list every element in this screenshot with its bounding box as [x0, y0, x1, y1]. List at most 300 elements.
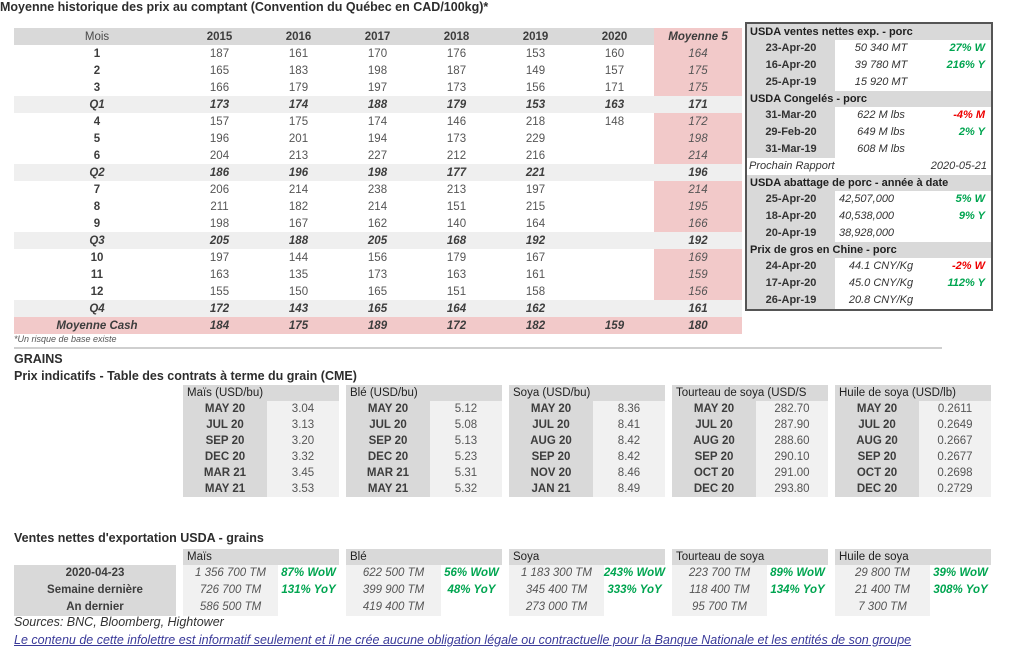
cell — [575, 215, 654, 232]
cell: 150 — [288, 285, 309, 298]
cell: 198 — [209, 217, 230, 230]
export-row-label: Semaine dernière — [14, 582, 176, 599]
contract-month: MAY 21 — [346, 481, 430, 497]
avg-cell: 180 — [654, 317, 742, 334]
futures-row — [346, 417, 502, 433]
usda-data-row — [747, 258, 991, 275]
export-row — [346, 599, 502, 616]
futures-row — [509, 401, 665, 417]
cell: 173 — [446, 81, 467, 94]
report-date: 24-Apr-20 — [747, 258, 835, 275]
export-sales-title: Ventes nettes d'exportation USDA - grains — [14, 531, 264, 545]
cell — [575, 198, 654, 215]
export-percent-change — [604, 599, 665, 616]
cell — [575, 266, 654, 283]
table-row — [14, 181, 742, 198]
cell: 156 — [525, 81, 546, 94]
export-row — [183, 582, 339, 599]
export-volume: 21 400 TM — [835, 582, 930, 599]
spot-column-header: Mois — [14, 28, 180, 45]
futures-row — [672, 401, 828, 417]
usda-data-row — [747, 57, 991, 74]
page-title: Moyenne historique des prix au comptant (Convention du Québec en CAD/100kg)* — [0, 0, 489, 14]
row-label: 4 — [93, 115, 101, 128]
export-row — [672, 565, 828, 582]
export-row — [183, 565, 339, 582]
cell: 167 — [525, 251, 546, 264]
export-row-label: An dernier — [14, 599, 176, 616]
futures-group — [346, 385, 502, 497]
contract-month: JAN 21 — [509, 481, 593, 497]
cell: 216 — [525, 149, 546, 162]
contract-price: 8.49 — [593, 481, 665, 497]
cell: 157 — [209, 115, 230, 128]
contract-month: MAR 21 — [346, 465, 430, 481]
report-value: 608 M lbs — [857, 143, 905, 155]
cell: 186 — [180, 164, 259, 181]
cell: 213 — [446, 183, 467, 196]
base-risk-footnote: *Un risque de base existe — [14, 334, 117, 344]
disclaimer-link[interactable]: Le contenu de cette infolettre est informatif seulement et il ne crée aucune obligation légale ou contractuelle pour la Banque Nationale et les entités de son groupe — [14, 633, 912, 647]
export-label-column — [14, 549, 176, 616]
futures-table-title: Prix indicatifs - Table des contrats à terme du grain (CME) — [14, 369, 357, 383]
contract-month: AUG 20 — [509, 433, 593, 449]
cell — [575, 181, 654, 198]
export-percent-change: 56% WoW — [444, 567, 499, 579]
contract-price: 3.32 — [267, 449, 339, 465]
export-group-header: Soya — [509, 549, 665, 565]
contract-month: OCT 20 — [835, 465, 919, 481]
cell: 179 — [417, 96, 496, 113]
report-date: 20-Apr-19 — [747, 225, 835, 242]
row-label: 7 — [93, 183, 101, 196]
cell: 161 — [288, 47, 309, 60]
export-volume: 1 183 300 TM — [509, 565, 604, 582]
cell: 196 — [209, 132, 230, 145]
cell — [575, 249, 654, 266]
row-label: 11 — [90, 268, 104, 281]
export-group — [183, 549, 339, 616]
cell: 197 — [209, 251, 230, 264]
table-row — [14, 300, 742, 317]
contract-price: 287.90 — [756, 417, 828, 433]
futures-row — [672, 433, 828, 449]
cell: 214 — [367, 200, 388, 213]
table-row — [14, 232, 742, 249]
export-percent-change: 89% WoW — [770, 567, 825, 579]
percent-change: -2% W — [952, 260, 985, 272]
spot-column-header: 2016 — [259, 28, 338, 45]
cell: 204 — [209, 149, 230, 162]
cell: 188 — [259, 232, 338, 249]
export-group-header: Maïs — [183, 549, 339, 565]
contract-price: 291.00 — [756, 465, 828, 481]
contract-month: MAY 20 — [835, 401, 919, 417]
contract-month: MAR 21 — [183, 465, 267, 481]
percent-change: 5% W — [955, 193, 985, 205]
cell: 153 — [496, 96, 575, 113]
export-volume: 399 900 TM — [346, 582, 441, 599]
export-percent-change: 134% YoY — [770, 584, 825, 596]
cell — [575, 283, 654, 300]
contract-month: JUL 20 — [183, 417, 267, 433]
report-value: 649 M lbs — [857, 126, 905, 138]
report-value: 44.1 CNY/Kg — [848, 260, 914, 272]
futures-group-header: Soya (USD/bu) — [509, 385, 665, 401]
cell: 163 — [575, 96, 654, 113]
avg-cell: 166 — [654, 215, 742, 232]
cell: 146 — [446, 115, 467, 128]
report-date: 25-Apr-20 — [747, 191, 835, 208]
usda-data-row — [747, 124, 991, 141]
report-date: 29-Feb-20 — [747, 124, 835, 141]
cell: 198 — [367, 64, 388, 77]
contract-price: 3.53 — [267, 481, 339, 497]
cell: 165 — [338, 300, 417, 317]
usda-data-row — [747, 208, 991, 225]
table-row — [14, 147, 742, 164]
table-row — [14, 249, 742, 266]
cell: 153 — [525, 47, 546, 60]
cell: 194 — [367, 132, 388, 145]
cell: 187 — [446, 64, 467, 77]
futures-row — [346, 449, 502, 465]
percent-change: 2% Y — [958, 126, 985, 138]
contract-price: 5.31 — [430, 465, 502, 481]
contract-month: JUL 20 — [672, 417, 756, 433]
usda-section-header: Prix de gros en Chine - porc — [747, 242, 991, 258]
cell: 164 — [525, 217, 546, 230]
avg-cell: 172 — [654, 113, 742, 130]
export-volume: 118 400 TM — [672, 582, 767, 599]
futures-row — [672, 481, 828, 497]
contract-price: 0.2729 — [919, 481, 991, 497]
cell: 206 — [209, 183, 230, 196]
cell: 173 — [446, 132, 467, 145]
avg-cell: 214 — [654, 147, 742, 164]
cell: 192 — [496, 232, 575, 249]
percent-change: 27% W — [949, 42, 985, 54]
contract-price: 8.42 — [593, 449, 665, 465]
spot-column-header: 2017 — [338, 28, 417, 45]
futures-group-header: Huile de soya (USD/lb) — [835, 385, 991, 401]
futures-group-header: Blé (USD/bu) — [346, 385, 502, 401]
contract-month: AUG 20 — [672, 433, 756, 449]
export-row — [183, 599, 339, 616]
spot-column-header: Moyenne 5 — [654, 28, 742, 45]
cell: 160 — [604, 47, 625, 60]
cell: 197 — [525, 183, 546, 196]
report-date: 18-Apr-20 — [747, 208, 835, 225]
avg-cell: 192 — [654, 232, 742, 249]
usda-section-header: USDA abattage de porc - année à date — [747, 175, 991, 191]
export-row — [509, 565, 665, 582]
contract-price: 282.70 — [756, 401, 828, 417]
row-label: 1 — [93, 47, 101, 60]
contract-price: 5.12 — [430, 401, 502, 417]
futures-row — [672, 465, 828, 481]
export-row — [672, 582, 828, 599]
export-percent-change: 48% YoY — [447, 584, 496, 596]
export-percent-change — [767, 599, 828, 616]
cell: 213 — [288, 149, 309, 162]
table-row — [14, 198, 742, 215]
cell: 179 — [288, 81, 309, 94]
row-label: 2 — [93, 64, 101, 77]
contract-month: MAY 20 — [672, 401, 756, 417]
contract-month: AUG 20 — [835, 433, 919, 449]
futures-group — [183, 385, 339, 497]
export-group-header: Tourteau de soya — [672, 549, 828, 565]
report-date: 17-Apr-20 — [747, 275, 835, 292]
futures-group — [509, 385, 665, 497]
contract-price: 288.60 — [756, 433, 828, 449]
futures-row — [183, 417, 339, 433]
percent-change — [927, 74, 991, 91]
cell: 149 — [525, 64, 546, 77]
table-row — [14, 283, 742, 300]
export-percent-change — [278, 599, 339, 616]
contract-price: 0.2649 — [919, 417, 991, 433]
usda-data-row — [747, 141, 991, 158]
cell: 165 — [367, 285, 388, 298]
row-label: Q3 — [14, 232, 180, 249]
cell: 175 — [288, 115, 309, 128]
contract-month: DEC 20 — [672, 481, 756, 497]
cell: 201 — [288, 132, 309, 145]
contract-month: SEP 20 — [346, 433, 430, 449]
export-volume: 726 700 TM — [183, 582, 278, 599]
export-volume: 29 800 TM — [835, 565, 930, 582]
contract-month: MAY 21 — [183, 481, 267, 497]
report-value: 50 340 MT — [854, 42, 908, 54]
cell: 151 — [446, 285, 467, 298]
usda-side-panel — [745, 22, 993, 311]
contract-month: JUL 20 — [835, 417, 919, 433]
cell: 148 — [604, 115, 625, 128]
row-label: Q1 — [14, 96, 180, 113]
futures-row — [346, 465, 502, 481]
cell: 155 — [209, 285, 230, 298]
futures-row — [183, 401, 339, 417]
cell: 156 — [367, 251, 388, 264]
cell: 159 — [575, 317, 654, 334]
cell: 170 — [367, 47, 388, 60]
futures-row — [835, 433, 991, 449]
spot-column-header: 2015 — [180, 28, 259, 45]
futures-row — [509, 481, 665, 497]
cell — [575, 300, 654, 317]
contract-month: MAY 20 — [509, 401, 593, 417]
cell: 205 — [180, 232, 259, 249]
export-percent-change: 243% WoW — [603, 567, 665, 579]
cell: 174 — [259, 96, 338, 113]
table-row — [14, 96, 742, 113]
row-label: 12 — [90, 285, 104, 298]
row-label: 10 — [90, 251, 104, 264]
futures-row — [346, 401, 502, 417]
contract-price: 8.42 — [593, 433, 665, 449]
cell: 140 — [446, 217, 467, 230]
futures-row — [672, 449, 828, 465]
usda-data-row — [747, 292, 991, 309]
contract-month: JUL 20 — [346, 417, 430, 433]
row-label: 8 — [93, 200, 101, 213]
cell: 165 — [209, 64, 230, 77]
export-volume: 1 356 700 TM — [183, 565, 278, 582]
report-value: 40,538,000 — [839, 210, 895, 222]
cell: 188 — [338, 96, 417, 113]
cell: 168 — [417, 232, 496, 249]
usda-section-header: USDA Congelés - porc — [747, 91, 991, 107]
table-row — [14, 130, 742, 147]
spot-column-header: 2018 — [417, 28, 496, 45]
row-label: Moyenne Cash — [14, 317, 180, 334]
report-value: 39 780 MT — [854, 59, 908, 71]
cell — [575, 164, 654, 181]
cell: 218 — [525, 115, 546, 128]
cell: 197 — [367, 81, 388, 94]
cell: 215 — [525, 200, 546, 213]
report-date: 31-Mar-20 — [747, 107, 835, 124]
row-label: 9 — [93, 217, 101, 230]
futures-group-header: Maïs (USD/bu) — [183, 385, 339, 401]
export-group — [835, 549, 991, 616]
contract-month: SEP 20 — [835, 449, 919, 465]
cell: 166 — [209, 81, 230, 94]
cell: 144 — [288, 251, 309, 264]
cell: 198 — [338, 164, 417, 181]
futures-row — [183, 449, 339, 465]
usda-section-header: USDA ventes nettes exp. - porc — [747, 24, 991, 40]
cell: 163 — [446, 268, 467, 281]
report-date: 26-Apr-19 — [747, 292, 835, 309]
futures-row — [509, 433, 665, 449]
contract-price: 3.13 — [267, 417, 339, 433]
cell: 164 — [417, 300, 496, 317]
export-group — [346, 549, 502, 616]
percent-change — [927, 141, 991, 158]
usda-data-row — [747, 74, 991, 91]
contract-month: SEP 20 — [509, 449, 593, 465]
report-value: 622 M lbs — [857, 109, 905, 121]
cell: 174 — [367, 115, 388, 128]
section-divider — [14, 347, 942, 349]
cell: 143 — [259, 300, 338, 317]
export-percent-change: 308% YoY — [933, 584, 988, 596]
export-percent-change — [441, 599, 502, 616]
export-percent-change — [930, 599, 991, 616]
spot-price-table — [14, 28, 742, 334]
avg-cell: 161 — [654, 300, 742, 317]
percent-change: -4% M — [953, 109, 985, 121]
avg-cell: 164 — [654, 45, 742, 62]
row-label: 3 — [93, 81, 101, 94]
futures-row — [509, 417, 665, 433]
export-percent-change: 39% WoW — [933, 567, 988, 579]
futures-row — [509, 449, 665, 465]
cell — [575, 147, 654, 164]
cell — [575, 130, 654, 147]
export-volume: 345 400 TM — [509, 582, 604, 599]
usda-data-row — [747, 107, 991, 124]
export-group — [509, 549, 665, 616]
grains-section-heading: GRAINS — [14, 352, 63, 366]
contract-price: 0.2698 — [919, 465, 991, 481]
cell: 171 — [604, 81, 625, 94]
cell: 227 — [367, 149, 388, 162]
usda-data-row — [747, 191, 991, 208]
export-row — [346, 582, 502, 599]
export-percent-change: 333% YoY — [607, 584, 662, 596]
export-percent-change: 87% WoW — [281, 567, 336, 579]
avg-cell: 196 — [654, 164, 742, 181]
export-row — [509, 582, 665, 599]
contract-price: 0.2611 — [919, 401, 991, 417]
cell: 158 — [525, 285, 546, 298]
export-row — [346, 565, 502, 582]
report-value: 15 920 MT — [854, 76, 908, 88]
futures-row — [835, 401, 991, 417]
report-date: 31-Mar-19 — [747, 141, 835, 158]
futures-row — [346, 481, 502, 497]
cell: 205 — [338, 232, 417, 249]
cell: 173 — [367, 268, 388, 281]
next-report-row — [747, 158, 991, 175]
cell: 196 — [259, 164, 338, 181]
contract-price: 8.36 — [593, 401, 665, 417]
export-row — [835, 565, 991, 582]
cell: 211 — [210, 200, 229, 213]
futures-group — [672, 385, 828, 497]
cell: 163 — [209, 268, 230, 281]
report-value: 38,928,000 — [839, 227, 895, 239]
contract-month: MAY 20 — [183, 401, 267, 417]
cell: 183 — [288, 64, 309, 77]
export-row — [672, 599, 828, 616]
contract-price: 3.45 — [267, 465, 339, 481]
cell: 175 — [259, 317, 338, 334]
table-row — [14, 45, 742, 62]
contract-month: NOV 20 — [509, 465, 593, 481]
cell: 135 — [288, 268, 309, 281]
avg-cell: 195 — [654, 198, 742, 215]
futures-row — [183, 481, 339, 497]
contract-month: MAY 20 — [346, 401, 430, 417]
contract-price: 5.08 — [430, 417, 502, 433]
cell: 182 — [288, 200, 309, 213]
percent-change — [927, 292, 991, 309]
cell: 162 — [367, 217, 388, 230]
table-row — [14, 79, 742, 96]
contract-price: 5.32 — [430, 481, 502, 497]
cell: 212 — [446, 149, 467, 162]
export-group — [672, 549, 828, 616]
contract-price: 0.2667 — [919, 433, 991, 449]
cell: 214 — [288, 183, 309, 196]
avg-cell: 175 — [654, 79, 742, 96]
contract-price: 8.41 — [593, 417, 665, 433]
export-volume: 586 500 TM — [183, 599, 278, 616]
report-value: 45.0 CNY/Kg — [848, 277, 914, 289]
avg-cell: 156 — [654, 283, 742, 300]
cell: 161 — [525, 268, 546, 281]
contract-price: 0.2677 — [919, 449, 991, 465]
cell: 182 — [496, 317, 575, 334]
next-report-label: Prochain Rapport — [749, 160, 835, 172]
spot-column-header: 2019 — [496, 28, 575, 45]
cell: 167 — [288, 217, 309, 230]
